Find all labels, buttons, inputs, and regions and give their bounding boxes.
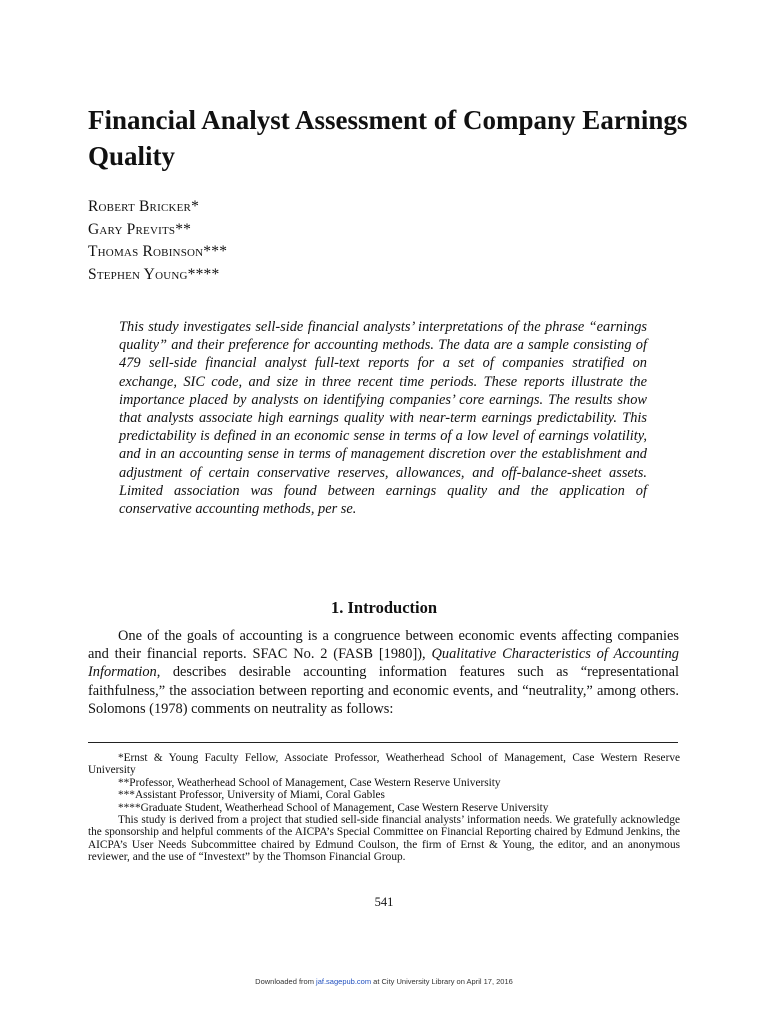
footnote: ****Graduate Student, Weatherhead School of Management, Case Western Reserve University (118, 801, 549, 814)
footnote: ***Assistant Professor, University of Miami, Coral Gables (118, 789, 385, 802)
intro-paragraph (88, 627, 679, 718)
author-list (88, 196, 588, 286)
footnote: **Professor, Weatherhead School of Management, Case Western Reserve University (118, 776, 501, 789)
author-name: Stephen Young**** (88, 265, 220, 283)
author-name: Gary Previts** (88, 220, 192, 238)
intro-text-part1: One of the goals of accounting is a congruence between economic events affecting companies and their financial reports. SFAC No. 2 (FASB [1980]), (88, 628, 679, 663)
journal-link[interactable]: jaf.sagepub.com (316, 977, 372, 986)
section-heading: 1. Introduction (330, 598, 438, 617)
download-suffix: at City University Library on April 17, 2016 (371, 977, 513, 986)
intro-text-italic: Qualitative Characteristics of Accounting Information (88, 646, 680, 681)
footnote: This study is derived from a project that studied sell-side financial analysts’ information needs. We gratefully acknowledge the sponsorship and helpful comments of the AICPA’s Special Committee on Financial Reporting chaired by Edmund Jenkins, the AICPA’s User Needs Subcommittee chaired by Edmund Coulson, the firm of Ernst & Young, the editor, and an anonymous reviewer, and the use of “Investext” by the Thomson Financial Group. (88, 814, 680, 864)
intro-text-part2: , describes desirable accounting information features such as “representational faithfulness,” the association between reporting and economic events, and “neutrality,” among others. Solomons (1978) comments on neutrality as follows: (88, 664, 679, 717)
paper-title: Financial Analyst Assessment of Company Earnings Quality (88, 105, 688, 171)
download-prefix: Downloaded from (255, 977, 317, 986)
download-notice (0, 977, 768, 986)
footnote-divider (88, 742, 678, 743)
page-number: 541 (374, 895, 394, 909)
abstract: This study investigates sell-side financial analysts’ interpretations of the phrase “earnings quality” and their preference for accounting methods. The data are a sample consisting of 479 sell-side financial analyst full-text reports for a set of companies stratified on exchange, SIC code, and size in three recent time periods. These reports illustrate the importance placed by analysts on identifying companies’ core earnings. The results show that analysts associate high earnings quality with near-term earnings predictability. This predictability is defined in an economic sense in terms of a low level of earnings volatility, and in an accounting sense in terms of management discretion over the establishment and adjustment of certain conservative reserves, allowances, and off-balance-sheet assets. Limited association was found between earnings quality and the application of conservative accounting methods, per se. (119, 319, 647, 518)
author-name: Thomas Robinson*** (88, 243, 228, 260)
footnote: *Ernst & Young Faculty Fellow, Associate Professor, Weatherhead School of Management, Case Western Reserve University (88, 752, 680, 777)
footnotes (88, 752, 680, 864)
author-name: Robert Bricker* (88, 198, 200, 215)
